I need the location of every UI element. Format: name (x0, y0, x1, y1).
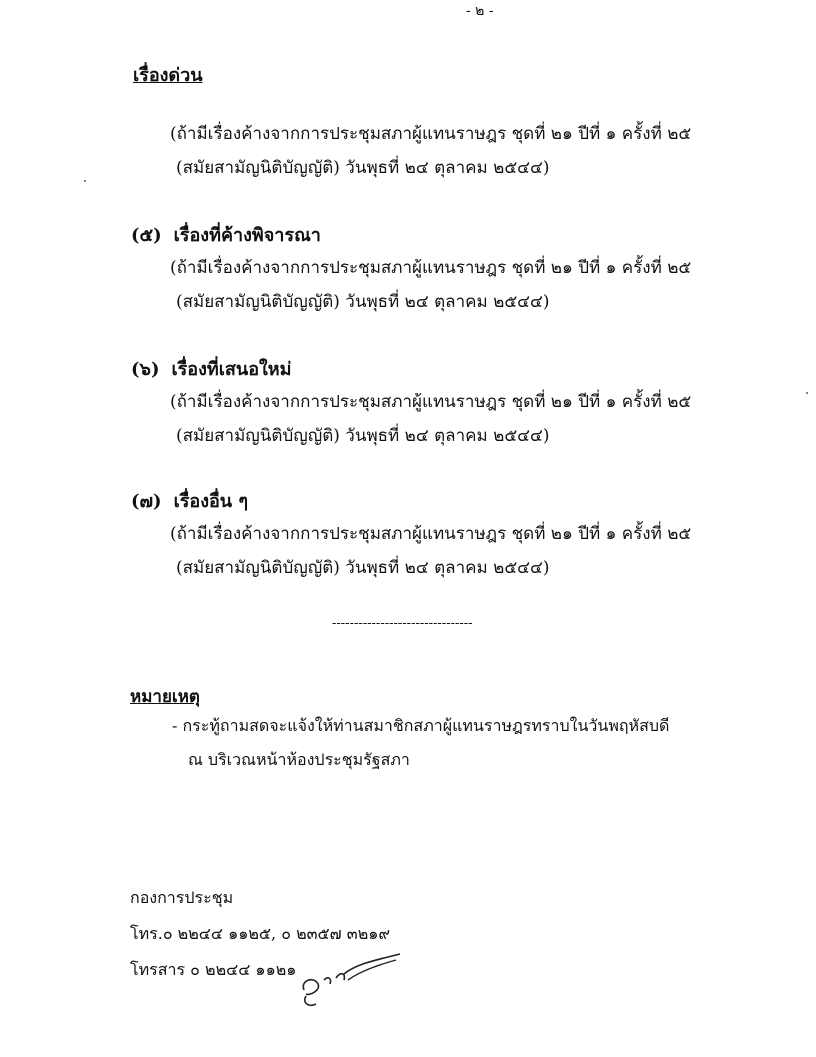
section-title: เรื่องที่เสนอใหม่ (171, 359, 292, 380)
phone-numbers: โทร.๐ ๒๒๔๔ ๑๑๒๕, ๐ ๒๓๕๗ ๓๒๑๙ (130, 924, 391, 943)
section-pending-heading (131, 220, 321, 249)
section-title: เรื่องอื่น ๆ (173, 491, 249, 512)
section-other-detail-line1: (ถ้ามีเรื่องค้างจากการประชุมสภาผู้แทนราษฎร ชุดที่ ๒๑ ปีที่ ๑ ครั้งที่ ๒๕ (170, 524, 692, 544)
fax-number: โทรสาร ๐ ๒๒๔๔ ๑๑๒๑ (130, 960, 297, 979)
signature-mark (296, 950, 406, 1012)
section-pending-detail-line2: (สมัยสามัญนิติบัญญัติ) วันพุธที่ ๒๔ ตุลาคม ๒๕๔๔) (176, 292, 550, 312)
note-line1: - กระทู้ถามสดจะแจ้งให้ท่านสมาชิกสภาผู้แทนราษฎรทราบในวันพฤหัสบดี (172, 716, 670, 735)
section-pending-detail-line1: (ถ้ามีเรื่องค้างจากการประชุมสภาผู้แทนราษฎร ชุดที่ ๒๑ ปีที่ ๑ ครั้งที่ ๒๕ (170, 258, 692, 278)
section-new-detail-line1: (ถ้ามีเรื่องค้างจากการประชุมสภาผู้แทนราษฎร ชุดที่ ๒๑ ปีที่ ๑ ครั้งที่ ๒๕ (170, 392, 692, 412)
urgent-heading: เรื่องด่วน (133, 65, 203, 86)
section-number: (๕) (131, 225, 162, 246)
section-new-heading (131, 354, 292, 383)
urgent-detail-line1: (ถ้ามีเรื่องค้างจากการประชุมสภาผู้แทนราษฎร ชุดที่ ๒๑ ปีที่ ๑ ครั้งที่ ๒๕ (170, 124, 692, 144)
section-other-heading (131, 486, 248, 515)
note-heading: หมายเหตุ (130, 687, 200, 707)
note-line2: ณ บริเวณหน้าห้องประชุมรัฐสภา (188, 750, 410, 769)
section-number: (๗) (131, 491, 162, 512)
urgent-detail-line2: (สมัยสามัญนิติบัญญัติ) วันพุธที่ ๒๔ ตุลาคม ๒๕๔๔) (176, 158, 550, 178)
scan-speck (806, 392, 808, 394)
section-title: เรื่องที่ค้างพิจารณา (173, 225, 321, 246)
section-other-detail-line2: (สมัยสามัญนิติบัญญัติ) วันพุธที่ ๒๔ ตุลาคม ๒๕๔๔) (176, 558, 550, 578)
department-name: กองการประชุม (130, 888, 234, 907)
page-number: - ๒ - (466, 3, 494, 19)
divider-line: -------------------------------- (332, 616, 473, 631)
section-new-detail-line2: (สมัยสามัญนิติบัญญัติ) วันพุธที่ ๒๔ ตุลาคม ๒๕๔๔) (176, 426, 550, 446)
scan-speck (84, 180, 86, 182)
section-number: (๖) (131, 359, 160, 380)
